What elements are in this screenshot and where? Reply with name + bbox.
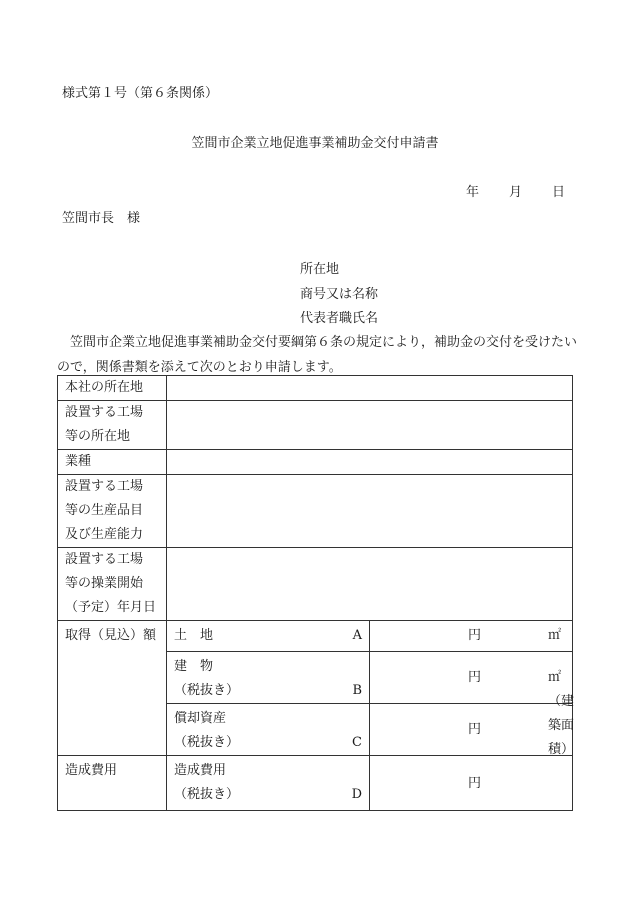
construction-cost-label: 造成費用 bbox=[58, 756, 167, 811]
land-label: 土 地 A bbox=[167, 621, 370, 652]
head-office-field[interactable] bbox=[167, 376, 573, 401]
operation-start-field[interactable] bbox=[167, 548, 573, 621]
industry-label: 業種 bbox=[58, 450, 167, 475]
depreciable-assets-label: 償却資産 （税抜き） C bbox=[167, 704, 370, 756]
depreciable-assets-amount-field[interactable]: 円 bbox=[370, 704, 573, 756]
head-office-label: 本社の所在地 bbox=[58, 376, 167, 401]
applicant-name-label: 商号又は名称 bbox=[300, 287, 379, 302]
acquisition-amount-label: 取得（見込）額 bbox=[58, 621, 167, 756]
building-label: 建 物 （税抜き） B bbox=[167, 652, 370, 704]
construction-cost-amount-field[interactable]: 円 bbox=[370, 756, 573, 811]
addressee: 笠間市長 様 bbox=[62, 211, 141, 226]
date-month: 月 bbox=[509, 185, 523, 200]
application-table bbox=[57, 375, 573, 811]
application-statement: 笠間市企業立地促進事業補助金交付要綱第６条の規定により，補助金の交付を受けたいので，関係書類を添えて次のとおり申請します。 bbox=[57, 335, 578, 375]
products-field[interactable] bbox=[167, 475, 573, 548]
land-amount-field[interactable]: 円 ㎡ bbox=[370, 621, 573, 652]
operation-start-label: 設置する工場 等の操業開始 （予定）年月日 bbox=[58, 548, 167, 621]
industry-field[interactable] bbox=[167, 450, 573, 475]
document-title: 笠間市企業立地促進事業補助金交付申請書 bbox=[191, 136, 439, 151]
date-line bbox=[466, 181, 565, 200]
factory-location-field[interactable] bbox=[167, 401, 573, 450]
construction-cost-sub-label: 造成費用 （税抜き） D bbox=[167, 756, 370, 811]
building-amount-field[interactable]: 円 ㎡（建築面積） bbox=[370, 652, 573, 704]
date-day: 日 bbox=[552, 185, 566, 200]
products-label: 設置する工場 等の生産品目 及び生産能力 bbox=[58, 475, 167, 548]
applicant-address-label: 所在地 bbox=[300, 262, 340, 277]
date-year: 年 bbox=[466, 185, 480, 200]
applicant-representative-label: 代表者職氏名 bbox=[300, 311, 379, 326]
form-number: 様式第１号（第６条関係） bbox=[62, 86, 219, 101]
factory-location-label: 設置する工場 等の所在地 bbox=[58, 401, 167, 450]
